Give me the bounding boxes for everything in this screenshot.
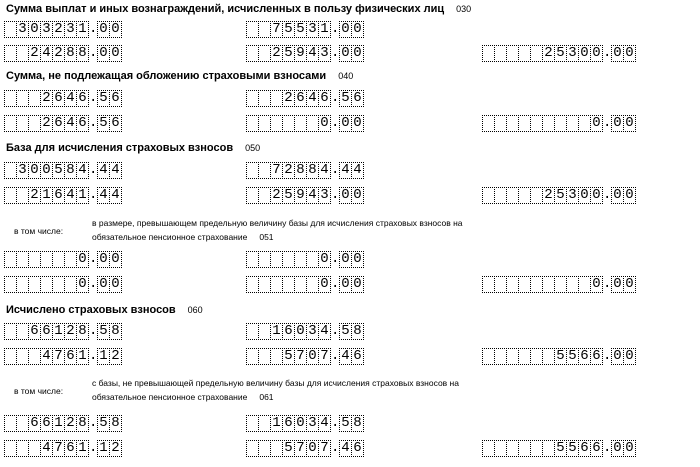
digit-cell: 0 — [339, 45, 352, 62]
digit-cell: 0 — [28, 162, 41, 179]
digit-cell: 1 — [76, 348, 89, 365]
line-code: 061 — [259, 392, 274, 402]
digit-cell: 0 — [611, 45, 624, 62]
digit-cell: 3 — [566, 45, 579, 62]
note-line-2 — [92, 390, 459, 404]
amount-field[interactable] — [4, 45, 121, 62]
digit-cell: 3 — [306, 21, 319, 38]
note-line-1: в размере, превышающем предельную величину базы для исчисления страховых взносов на — [92, 218, 463, 228]
note-line-1: с базы, не превышающей предельную величину базы для исчисления страховых взносов на — [92, 378, 459, 388]
amount-field[interactable] — [4, 440, 121, 457]
digit-cell: 5 — [282, 348, 295, 365]
digit-cell: 0 — [318, 276, 331, 293]
digit-cell: 0 — [97, 251, 110, 268]
digit-cell: 6 — [76, 115, 89, 132]
digit-cell: 4 — [40, 440, 53, 457]
digit-cell: 8 — [351, 323, 364, 340]
digit-cell: 2 — [270, 45, 283, 62]
note-prefix: в том числе: — [14, 386, 64, 396]
decimal-separator: . — [331, 162, 340, 178]
digit-cell: 0 — [28, 21, 41, 38]
digit-cell: 6 — [64, 440, 77, 457]
digit-cell: 0 — [306, 348, 319, 365]
digit-cell: 2 — [542, 45, 555, 62]
digit-cell: 5 — [97, 323, 110, 340]
digit-cell: 5 — [97, 115, 110, 132]
digit-cell: 7 — [52, 440, 65, 457]
amount-field[interactable] — [482, 187, 635, 204]
amount-field[interactable] — [4, 323, 121, 340]
amount-field[interactable] — [4, 187, 121, 204]
section-title-text: Сумма выплат и иных вознаграждений, исчисленных в пользу физических лиц — [6, 3, 445, 15]
decimal-separator: . — [89, 187, 98, 203]
digit-cell: 2 — [64, 415, 77, 432]
digit-cell: 5 — [97, 415, 110, 432]
decimal-separator: . — [89, 21, 98, 37]
decimal-separator: . — [89, 415, 98, 431]
digit-cell: 0 — [109, 45, 122, 62]
digit-cell: 6 — [318, 90, 331, 107]
digit-cell: 5 — [97, 90, 110, 107]
digit-cell: 6 — [40, 415, 53, 432]
note-prefix: в том числе: — [14, 226, 64, 236]
decimal-separator: . — [331, 21, 340, 37]
digit-cell: 2 — [109, 348, 122, 365]
amount-field[interactable] — [4, 251, 121, 268]
digit-cell: 8 — [76, 45, 89, 62]
digit-cell: 6 — [52, 115, 65, 132]
amount-field[interactable] — [246, 162, 363, 179]
digit-cell: 0 — [339, 276, 352, 293]
digit-cell: 0 — [611, 187, 624, 204]
amount-field[interactable] — [4, 21, 121, 38]
section-title — [6, 70, 353, 82]
digit-cell: 3 — [64, 21, 77, 38]
digit-cell: 0 — [76, 276, 89, 293]
digit-cell: 0 — [578, 187, 591, 204]
digit-cell: 6 — [52, 187, 65, 204]
decimal-separator: . — [331, 45, 340, 61]
digit-cell: 0 — [318, 115, 331, 132]
digit-cell: 6 — [578, 440, 591, 457]
decimal-separator: . — [331, 187, 340, 203]
digit-cell: 0 — [306, 440, 319, 457]
amount-field[interactable] — [246, 348, 363, 365]
note-description — [92, 376, 459, 404]
note-description — [92, 216, 463, 244]
digit-cell: 0 — [623, 187, 636, 204]
digit-cell: 5 — [282, 187, 295, 204]
decimal-separator: . — [603, 440, 612, 456]
digit-cell: 6 — [282, 323, 295, 340]
digit-cell: 4 — [64, 187, 77, 204]
digit-cell: 2 — [28, 187, 41, 204]
decimal-separator: . — [89, 162, 98, 178]
decimal-separator: . — [89, 323, 98, 339]
digit-cell: 1 — [97, 440, 110, 457]
note-line-2-text: обязательное пенсионное страхование — [92, 392, 248, 402]
digit-cell: 0 — [590, 276, 603, 293]
decimal-separator: . — [603, 115, 612, 131]
digit-cell: 7 — [294, 348, 307, 365]
decimal-separator: . — [89, 251, 98, 267]
digit-cell: 4 — [306, 45, 319, 62]
digit-cell: 5 — [339, 90, 352, 107]
digit-cell: 2 — [282, 162, 295, 179]
digit-cell: 6 — [64, 348, 77, 365]
digit-cell: 8 — [76, 323, 89, 340]
decimal-separator: . — [89, 115, 98, 131]
digit-cell: 6 — [578, 348, 591, 365]
digit-cell: 3 — [566, 187, 579, 204]
digit-cell: 0 — [351, 21, 364, 38]
digit-cell: 2 — [52, 45, 65, 62]
digit-cell: 6 — [294, 90, 307, 107]
digit-cell: 3 — [318, 187, 331, 204]
digit-cell: 0 — [611, 440, 624, 457]
digit-cell: 6 — [52, 90, 65, 107]
digit-cell: 6 — [590, 348, 603, 365]
digit-cell: 3 — [306, 323, 319, 340]
digit-cell: 4 — [318, 323, 331, 340]
digit-cell: 8 — [109, 323, 122, 340]
line-code: 040 — [338, 71, 354, 81]
section-title — [6, 304, 203, 316]
section-title-text: Сумма, не подлежащая обложению страховыми взносами — [6, 70, 327, 82]
section-title — [6, 142, 260, 154]
line-code: 051 — [259, 232, 274, 242]
decimal-separator: . — [331, 323, 340, 339]
digit-cell: 1 — [52, 415, 65, 432]
digit-cell: 4 — [97, 187, 110, 204]
decimal-separator: . — [331, 348, 340, 364]
digit-cell: 4 — [76, 162, 89, 179]
digit-cell: 7 — [270, 162, 283, 179]
digit-cell: 1 — [40, 187, 53, 204]
digit-cell: 0 — [623, 276, 636, 293]
digit-cell: 4 — [318, 415, 331, 432]
digit-cell: 5 — [566, 440, 579, 457]
digit-cell: 8 — [64, 162, 77, 179]
digit-cell: 0 — [339, 21, 352, 38]
digit-cell: 8 — [109, 415, 122, 432]
decimal-separator: . — [603, 45, 612, 61]
digit-cell: 1 — [270, 415, 283, 432]
decimal-separator: . — [603, 276, 612, 292]
digit-cell: 6 — [40, 323, 53, 340]
digit-cell: 4 — [40, 45, 53, 62]
digit-cell: 4 — [109, 162, 122, 179]
digit-cell: 7 — [318, 348, 331, 365]
amount-field[interactable] — [246, 115, 363, 132]
digit-cell: 2 — [40, 115, 53, 132]
line-code: 060 — [187, 305, 203, 315]
digit-cell: 0 — [351, 251, 364, 268]
digit-cell: 2 — [109, 440, 122, 457]
digit-cell: 8 — [294, 162, 307, 179]
digit-cell: 5 — [566, 348, 579, 365]
decimal-separator: . — [89, 90, 98, 106]
digit-cell: 2 — [282, 90, 295, 107]
digit-cell: 4 — [64, 90, 77, 107]
amount-field[interactable] — [4, 415, 121, 432]
digit-cell: 5 — [554, 187, 567, 204]
digit-cell: 4 — [97, 162, 110, 179]
digit-cell: 0 — [40, 162, 53, 179]
decimal-separator: . — [331, 276, 340, 292]
note-line-2-text: обязательное пенсионное страхование — [92, 232, 248, 242]
digit-cell: 6 — [351, 348, 364, 365]
digit-cell: 6 — [282, 415, 295, 432]
digit-cell: 3 — [318, 45, 331, 62]
digit-cell: 0 — [97, 21, 110, 38]
decimal-separator: . — [89, 276, 98, 292]
digit-cell: 1 — [76, 440, 89, 457]
amount-field[interactable] — [246, 251, 363, 268]
digit-cell: 5 — [282, 440, 295, 457]
digit-cell: 6 — [590, 440, 603, 457]
digit-cell: 7 — [294, 440, 307, 457]
section-title-text: База для исчисления страховых взносов — [6, 142, 234, 154]
decimal-separator: . — [331, 440, 340, 456]
digit-cell: 7 — [270, 21, 283, 38]
digit-cell: 0 — [351, 45, 364, 62]
section-title — [6, 3, 471, 15]
digit-cell: 4 — [339, 348, 352, 365]
digit-cell: 1 — [270, 323, 283, 340]
digit-cell: 6 — [109, 115, 122, 132]
digit-cell: 0 — [339, 187, 352, 204]
digit-cell: 1 — [76, 187, 89, 204]
amount-field[interactable] — [246, 90, 363, 107]
decimal-separator: . — [603, 187, 612, 203]
digit-cell: 0 — [109, 21, 122, 38]
digit-cell: 0 — [97, 276, 110, 293]
amount-field[interactable] — [246, 21, 363, 38]
digit-cell: 9 — [294, 45, 307, 62]
digit-cell: 6 — [351, 440, 364, 457]
digit-cell: 0 — [351, 187, 364, 204]
digit-cell: 2 — [40, 90, 53, 107]
digit-cell: 8 — [351, 415, 364, 432]
amount-field[interactable] — [482, 440, 635, 457]
amount-field[interactable] — [4, 115, 121, 132]
digit-cell: 4 — [40, 348, 53, 365]
digit-cell: 5 — [339, 415, 352, 432]
digit-cell: 5 — [554, 45, 567, 62]
digit-cell: 5 — [339, 323, 352, 340]
digit-cell: 2 — [28, 45, 41, 62]
decimal-separator: . — [331, 90, 340, 106]
amount-field[interactable] — [482, 276, 635, 293]
digit-cell: 8 — [76, 415, 89, 432]
section-title-text: Исчислено страховых взносов — [6, 304, 176, 316]
digit-cell: 0 — [109, 251, 122, 268]
amount-field[interactable] — [246, 440, 363, 457]
digit-cell: 0 — [611, 115, 624, 132]
digit-cell: 0 — [351, 276, 364, 293]
digit-cell: 3 — [16, 21, 29, 38]
amount-field[interactable] — [482, 348, 635, 365]
digit-cell: 0 — [623, 115, 636, 132]
digit-cell: 0 — [318, 251, 331, 268]
digit-cell: 0 — [339, 115, 352, 132]
digit-cell: 4 — [339, 440, 352, 457]
amount-field[interactable] — [246, 276, 363, 293]
amount-field[interactable] — [4, 90, 121, 107]
digit-cell: 6 — [76, 90, 89, 107]
decimal-separator: . — [331, 251, 340, 267]
line-code: 050 — [245, 143, 261, 153]
digit-cell: 5 — [554, 348, 567, 365]
digit-cell: 4 — [351, 162, 364, 179]
digit-cell: 0 — [294, 415, 307, 432]
digit-cell: 0 — [339, 251, 352, 268]
digit-cell: 3 — [16, 162, 29, 179]
digit-cell: 6 — [28, 323, 41, 340]
digit-cell: 0 — [590, 45, 603, 62]
digit-cell: 7 — [318, 440, 331, 457]
decimal-separator: . — [331, 115, 340, 131]
digit-cell: 0 — [294, 323, 307, 340]
decimal-separator: . — [89, 45, 98, 61]
decimal-separator: . — [331, 415, 340, 431]
digit-cell: 4 — [339, 162, 352, 179]
digit-cell: 0 — [351, 115, 364, 132]
digit-cell: 2 — [270, 187, 283, 204]
digit-cell: 0 — [611, 348, 624, 365]
digit-cell: 1 — [318, 21, 331, 38]
digit-cell: 0 — [590, 115, 603, 132]
digit-cell: 0 — [623, 440, 636, 457]
digit-cell: 8 — [306, 162, 319, 179]
amount-field[interactable] — [482, 45, 635, 62]
digit-cell: 3 — [40, 21, 53, 38]
digit-cell: 0 — [623, 348, 636, 365]
decimal-separator: . — [89, 440, 98, 456]
digit-cell: 1 — [52, 323, 65, 340]
digit-cell: 0 — [578, 45, 591, 62]
digit-cell: 4 — [109, 187, 122, 204]
digit-cell: 5 — [282, 21, 295, 38]
amount-field[interactable] — [246, 323, 363, 340]
amount-field[interactable] — [4, 276, 121, 293]
amount-field[interactable] — [246, 45, 363, 62]
digit-cell: 7 — [52, 348, 65, 365]
digit-cell: 5 — [294, 21, 307, 38]
digit-cell: 6 — [109, 90, 122, 107]
digit-cell: 0 — [590, 187, 603, 204]
digit-cell: 1 — [97, 348, 110, 365]
digit-cell: 2 — [64, 323, 77, 340]
digit-cell: 4 — [318, 162, 331, 179]
digit-cell: 5 — [282, 45, 295, 62]
digit-cell: 6 — [28, 415, 41, 432]
note-line-2 — [92, 230, 463, 244]
digit-cell: 0 — [623, 45, 636, 62]
amount-field[interactable] — [4, 348, 121, 365]
digit-cell: 0 — [97, 45, 110, 62]
digit-cell: 2 — [542, 187, 555, 204]
line-code: 030 — [456, 4, 472, 14]
digit-cell: 4 — [64, 115, 77, 132]
digit-cell: 4 — [306, 187, 319, 204]
digit-cell: 0 — [109, 276, 122, 293]
digit-cell: 0 — [611, 276, 624, 293]
decimal-separator: . — [603, 348, 612, 364]
amount-field[interactable] — [246, 187, 363, 204]
digit-cell: 6 — [351, 90, 364, 107]
amount-field[interactable] — [4, 162, 121, 179]
digit-cell: 8 — [64, 45, 77, 62]
digit-cell: 9 — [294, 187, 307, 204]
digit-cell: 4 — [306, 90, 319, 107]
digit-cell: 5 — [52, 162, 65, 179]
decimal-separator: . — [89, 348, 98, 364]
amount-field[interactable] — [246, 415, 363, 432]
digit-cell: 3 — [306, 415, 319, 432]
digit-cell: 5 — [554, 440, 567, 457]
digit-cell: 2 — [52, 21, 65, 38]
digit-cell: 1 — [76, 21, 89, 38]
amount-field[interactable] — [482, 115, 635, 132]
digit-cell: 0 — [76, 251, 89, 268]
